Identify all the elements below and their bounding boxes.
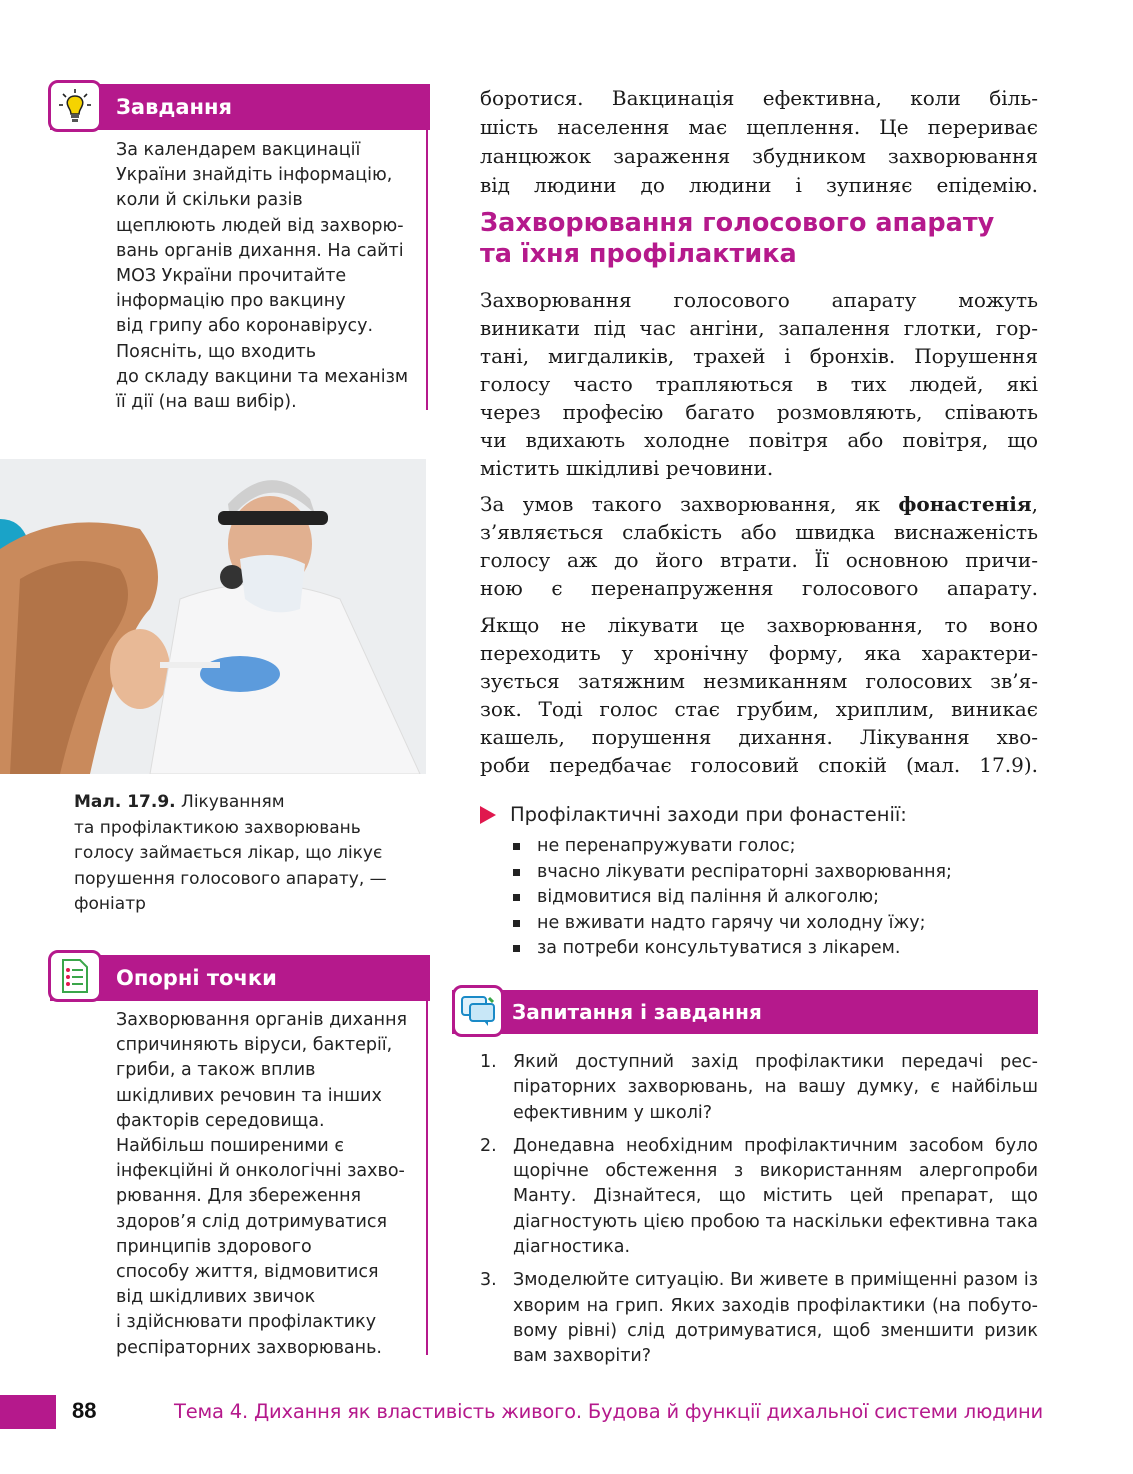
- section-heading: Захворювання голосового апарату та їхня профілактика: [480, 208, 995, 269]
- arrow-right-icon: [480, 806, 496, 824]
- term-phonasthenia: фонастенія: [898, 492, 1032, 516]
- questions-list: [480, 1050, 1038, 1378]
- list-item: не перенапружувати голос;: [513, 834, 1033, 860]
- footer-accent-bar: [0, 1395, 56, 1429]
- list-item: вчасно лікувати респіраторні захворювання;: [513, 860, 1033, 886]
- figure-caption-label: Мал. 17.9.: [74, 792, 176, 812]
- list-item: відмовитися від паління й алкоголю;: [513, 885, 1033, 911]
- questions-title: Запитання і завдання: [452, 990, 1038, 1034]
- doctor-examining-patient-photo: [0, 459, 426, 774]
- section-paragraph-2: За умов такого захворювання, як фонастенія, з’являється слабкість або швидка виснаженість голосу аж до його втрати. Її основною причи- ною є перенапруження голосового апарату.: [480, 492, 1038, 600]
- list-item: не вживати надто гарячу чи холодну їжу;: [513, 911, 1033, 937]
- lightbulb-icon: [48, 80, 102, 132]
- chat-bubbles-icon: [452, 985, 504, 1037]
- question-item: 3. Змоделюйте ситуацію. Ви живете в приміщенні разом із хворим на грип. Яких заходів профілактики (на побутовому рівні) слід дотримуватися, щоб зменшити ризик вам захворіти?: [480, 1270, 1038, 1367]
- task-box-title: Завдання: [50, 84, 430, 130]
- figure-caption: Мал. 17.9. Лікуванням та профілактикою захворювань голосу займається лікар, що лікує порушення голосового апарату, — фоніатр: [74, 792, 387, 914]
- question-item: 1. Який доступний захід профілактики передачі респіраторних захворювань, на вашу думку, є найбільш ефективним у школі?: [480, 1052, 1038, 1123]
- key-points-title: Опорні точки: [50, 955, 430, 1001]
- task-box-rule: [426, 130, 428, 410]
- prevention-heading: Профілактичні заходи при фонастенії:: [480, 803, 907, 826]
- question-item: 2. Донедавна необхідним профілактичним засобом було щорічне обстеження з використанням алергопроби Манту. Дізнайтеся, що містить цей препарат, що діагностують цією пробою та наскільки ефективна така діагностика.: [480, 1135, 1038, 1258]
- checklist-icon: [48, 950, 102, 1002]
- page-number: 88: [72, 1398, 97, 1423]
- list-item: за потреби консультуватися з лікарем.: [513, 936, 1033, 962]
- key-points-text: Захворювання органів дихання спричиняють віруси, бактерії, гриби, а також вплив шкідливих речовин та інших факторів середовища. Найбільш поширеними є інфекційні й онкологічні захво- рювання. Для збереження здоров’я слід дотримуватися принципів здорового способу життя, відмовитися від шкідливих звичок і здійснювати профілактику респіраторних захворювань.: [116, 1010, 408, 1358]
- footer-running-title: Тема 4. Дихання як властивість живого. Будова й функції дихальної системи людини: [174, 1400, 1043, 1423]
- section-paragraph-3: Якщо не лікувати це захворювання, то воно переходить у хронічну форму, яка характери- зується затяжним незмиканням голосових зв’я- зок. Тоді голос стає грубим, хриплим, виникає кашель, порушення дихання. Лікування хво- роби передбачає голосовий спокій (мал. 17.9).: [480, 613, 1038, 777]
- intro-paragraph: боротися. Вакцинація ефективна, коли біль- шість населення має щеплення. Це перериває ланцюжок зараження збудником захворювання від людини до людини і зупиняє епідемію.: [480, 86, 1038, 197]
- section-paragraph-1: Захворювання голосового апарату можуть виникати під час ангіни, запалення глотки, гор- тані, мигдаликів, трахей і бронхів. Порушення голосу часто трапляються в тих людей, які через професію багато розмовляють, співають чи вдихають холодне повітря або повітря, що містить шкідливі речовини.: [480, 288, 1038, 480]
- prevention-list: [513, 834, 1033, 962]
- key-points-rule: [426, 1000, 428, 1355]
- task-box-text: За календарем вакцинації України знайдіть інформацію, коли й скільки разів щеплюють людей від захворю- вань органів дихання. На сайті МОЗ України прочитайте інформацію про вакцину від грипу або коронавірусу. Поясніть, що входить до складу вакцини та механізм її дії (на ваш вибір).: [116, 140, 409, 413]
